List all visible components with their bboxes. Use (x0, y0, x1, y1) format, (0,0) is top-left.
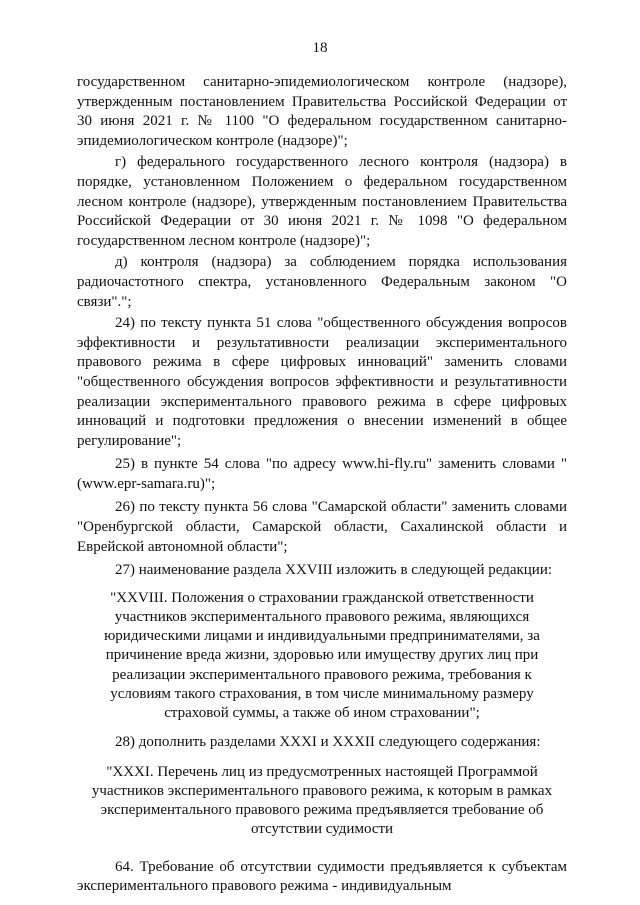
section-heading-xxviii: "XXVIII. Положения о страховании гражданской ответственности участников экспериментального правового режима, являющихся юридическими лицами и индивидуальными предпринимателями, за причинение вреда жизни, здоровью или имуществу других лиц при реализации экспериментального правового режима, требования к условиям такого страхования, в том числе минимальному размеру страховой суммы, а также об ином страховании"; (104, 589, 540, 722)
paragraph-item-28: 28) дополнить разделами XXXI и XXXII следующего содержания: (115, 734, 541, 751)
section-heading-xxxi: "XXXI. Перечень лиц из предусмотренных настоящей Программой участников экспериментального правового режима, к которым в рамках экспериментального правового режима предъявляется требование об отсутствии судимости (91, 763, 553, 838)
document-body (77, 73, 567, 897)
page-number: 18 (312, 40, 328, 56)
paragraph-item-d: д) контроля (надзора) за соблюдением порядка использования радиочастотного спектра, установленного Федеральным законом "О связи"."; (77, 254, 567, 310)
paragraph-item-g: г) федерального государственного лесного контроля (надзора) в порядке, установленном Положением о федеральном государственном лесном контроле (надзоре), утвержденным постановлением Правительства Российской Федерации от 30 июня 2021 г. № 1098 "О федеральном государственном лесном контроле (надзоре)"; (77, 154, 567, 249)
paragraph-item-26: 26) по тексту пункта 56 слова "Самарской области" заменить словами "Оренбургской области, Самарской области, Сахалинской области и Еврейской автономной области"; (77, 499, 567, 555)
paragraph-item-25: 25) в пункте 54 слова "по адресу www.hi-fly.ru" заменить словами "(www.epr-samara.ru)"; (77, 456, 567, 492)
paragraph-item-24: 24) по тексту пункта 51 слова "общественного обсуждения вопросов эффективности и результативности реализации экспериментального правового режима в сфере цифровых инноваций" заменить словами "общественного обсуждения вопросов эффективности и результативности реализации экспериментального правового режима в сфере цифровых инноваций и подготовки предложения о внесении изменений в общее регулирование"; (77, 315, 567, 449)
paragraph-continuation: государственном санитарно-эпидемиологическом контроле (надзоре), утвержденным постановлением Правительства Российской Федерации от 30 июня 2021 г. № 1100 "О федеральном государственном санитарно-эпидемиологическом контроле (надзоре)"; (77, 74, 567, 149)
paragraph-item-27: 27) наименование раздела XXVIII изложить в следующей редакции: (115, 562, 553, 579)
paragraph-item-64: 64. Требование об отсутствии судимости предъявляется к субъектам экспериментального правового режима - индивидуальным (77, 858, 567, 895)
